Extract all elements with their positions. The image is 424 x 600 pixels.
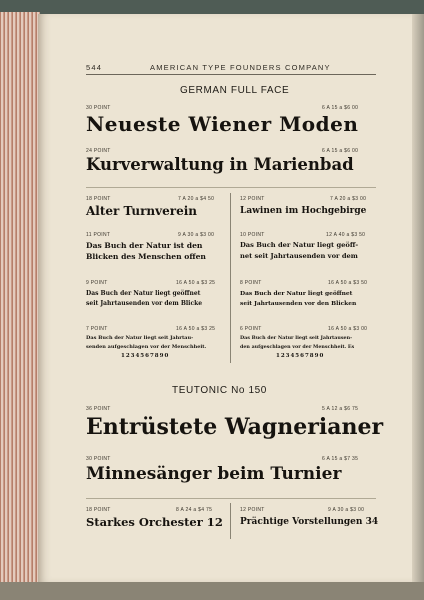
specimen-9pt-line1: Das Buch der Natur liegt geöffnet: [86, 290, 201, 297]
price-label-12pt: 7 A 20 a $3 00: [330, 196, 367, 202]
page-stack-edge: [0, 12, 40, 584]
book-cover-bottom: [0, 582, 424, 600]
price-label-6pt: 16 A 50 a $3 00: [328, 326, 368, 332]
size-label-10pt: 10 POINT: [240, 232, 265, 238]
specimen-6pt-line2: den aufgeschlagen vor der Menschheit. Es: [240, 344, 355, 350]
specimen-11pt-line2: Blicken des Menschen offen: [86, 252, 206, 261]
specimen-teutonic-36pt: Entrüstete Wagnerianer: [86, 414, 384, 440]
specimen-8pt-line1: Das Buch der Natur liegt geöffnet: [240, 290, 353, 297]
specimen-18pt: Alter Turnverein: [86, 204, 197, 218]
specimen-8pt-line2: seit Jahrtausenden vor den Blicken: [240, 300, 357, 307]
price-label-10pt: 12 A 40 a $3 50: [326, 232, 366, 238]
size-label-6pt: 6 POINT: [240, 326, 262, 332]
size-label-9pt: 9 POINT: [86, 280, 108, 286]
specimen-teutonic-18pt: Starkes Orchester 12: [86, 515, 223, 529]
size-label-teutonic-12pt: 12 POINT: [240, 507, 265, 513]
divider-teutonic: [86, 498, 376, 499]
price-label-24pt: 6 A 15 a $6 00: [322, 148, 359, 154]
price-label-30pt: 6 A 15 a $6 00: [322, 105, 359, 111]
column-divider-teutonic: [230, 503, 231, 539]
page-number: 544: [86, 63, 103, 72]
specimen-9pt-line2: seit Jahrtausenden vor dem Blicke: [86, 300, 203, 307]
book-cover-top: [0, 0, 424, 14]
running-title: AMERICAN TYPE FOUNDERS COMPANY: [150, 63, 331, 72]
size-label-18pt: 18 POINT: [86, 196, 111, 202]
page-right-edge: [412, 14, 424, 582]
specimen-30pt: Neueste Wiener Moden: [86, 112, 359, 136]
price-label-9pt: 16 A 50 a $3 25: [176, 280, 216, 286]
specimen-6pt-figures: 1234567890: [276, 353, 325, 359]
size-label-30pt: 30 POINT: [86, 105, 111, 111]
specimen-10pt-line1: Das Buch der Natur liegt geöff-: [240, 241, 359, 249]
specimen-6pt-line1: Das Buch der Natur liegt seit Jahrtausen-: [240, 335, 353, 341]
specimen-teutonic-12pt: Prächtige Vorstellungen 34: [240, 517, 379, 527]
size-label-teutonic-18pt: 18 POINT: [86, 507, 111, 513]
catalog-page: [38, 14, 414, 582]
size-label-11pt: 11 POINT: [86, 232, 111, 238]
size-label-24pt: 24 POINT: [86, 148, 111, 154]
price-label-teutonic-30pt: 6 A 15 a $7 35: [322, 456, 359, 462]
size-label-36pt: 36 POINT: [86, 406, 111, 412]
specimen-24pt: Kurverwaltung in Marienbad: [86, 155, 354, 174]
section-title-teutonic: TEUTONIC No 150: [172, 385, 267, 396]
price-label-36pt: 5 A 12 a $6 75: [322, 406, 359, 412]
price-label-teutonic-12pt: 9 A 30 a $3 00: [328, 507, 365, 513]
specimen-7pt-figures: 1234567890: [121, 353, 170, 359]
specimen-12pt: Lawinen im Hochgebirge: [240, 206, 367, 216]
section-title-german-full-face: GERMAN FULL FACE: [180, 85, 290, 96]
size-label-12pt: 12 POINT: [240, 196, 265, 202]
specimen-teutonic-30pt: Minnesänger beim Turnier: [86, 464, 342, 484]
divider: [86, 187, 376, 188]
size-label-7pt: 7 POINT: [86, 326, 108, 332]
price-label-7pt: 16 A 50 a $3 25: [176, 326, 216, 332]
size-label-8pt: 8 POINT: [240, 280, 262, 286]
specimen-7pt-line2: senden aufgeschlagen vor der Menschheit.: [86, 344, 207, 350]
price-label-8pt: 16 A 50 a $3 50: [328, 280, 368, 286]
price-label-11pt: 9 A 30 a $3 00: [178, 232, 215, 238]
price-label-18pt: 7 A 20 a $4 50: [178, 196, 215, 202]
column-divider: [230, 193, 231, 363]
header-rule: [86, 74, 376, 75]
size-label-teutonic-30pt: 30 POINT: [86, 456, 111, 462]
specimen-7pt-line1: Das Buch der Natur liegt seit Jahrtau-: [86, 335, 194, 341]
price-label-teutonic-18pt: 8 A 24 a $4 75: [176, 507, 213, 513]
specimen-11pt-line1: Das Buch der Natur ist den: [86, 241, 203, 250]
specimen-10pt-line2: net seit Jahrtausenden vor dem: [240, 252, 358, 260]
